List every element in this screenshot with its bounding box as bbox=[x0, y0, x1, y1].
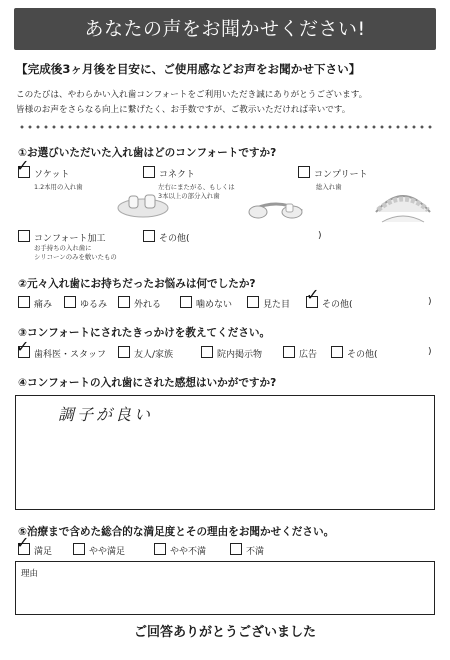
option-connect: コネクト bbox=[159, 170, 196, 180]
checkmark-satisfied: ✓ bbox=[16, 533, 30, 552]
option-cannot-chew: 噛めない bbox=[196, 300, 233, 310]
option-complete-note: 総入れ歯 bbox=[316, 183, 342, 191]
option-complete: コンプリート bbox=[314, 170, 368, 180]
handwritten-impression: 調子が良い bbox=[58, 405, 154, 424]
q3-other-close: ) bbox=[428, 347, 432, 357]
checkmark-q2-other: ✓ bbox=[306, 285, 320, 304]
option-q3-other: その他( bbox=[347, 350, 378, 360]
dotted-divider bbox=[18, 124, 432, 130]
question-5: ⑤治療まで含めた総合的な満足度とその理由をお聞かせください。 bbox=[18, 526, 335, 538]
intro-line-1: このたびは、やわらかい入れ歯コンフォートをご利用いただき誠にありがとうございます。 bbox=[16, 90, 368, 100]
option-clinic-poster: 院内掲示物 bbox=[217, 350, 263, 360]
option-dissatisfied: 不満 bbox=[246, 547, 265, 557]
checkbox-appearance[interactable] bbox=[247, 296, 259, 308]
header-banner bbox=[14, 8, 436, 50]
option-somewhat-dissatisfied: やや不満 bbox=[170, 547, 207, 557]
closing-message: ご回答ありがとうございました bbox=[133, 625, 316, 640]
option-friend-family: 友人/家族 bbox=[134, 350, 174, 360]
checkmark-dentist-staff: ✓ bbox=[16, 337, 30, 356]
option-somewhat-satisfied: やや満足 bbox=[89, 547, 126, 557]
checkbox-pain[interactable] bbox=[18, 296, 30, 308]
connect-denture-image bbox=[246, 195, 306, 223]
complete-denture-image bbox=[372, 186, 434, 228]
option-appearance: 見た目 bbox=[263, 300, 291, 310]
checkbox-somewhat-dissatisfied[interactable] bbox=[154, 543, 166, 555]
option-comfort-processing-note: お手持ちの入れ歯に シリコーンのみを敷いたもの bbox=[34, 244, 117, 261]
option-q1-other: その他( bbox=[159, 234, 190, 244]
question-1: ①お選びいただいた入れ歯はどのコンフォートですか? bbox=[18, 147, 277, 159]
q1-other-close: ) bbox=[318, 231, 322, 241]
checkbox-q3-other[interactable] bbox=[331, 346, 343, 358]
checkmark-socket: ✓ bbox=[16, 156, 30, 175]
checkbox-advertisement[interactable] bbox=[283, 346, 295, 358]
option-advertisement: 広告 bbox=[299, 350, 318, 360]
question-4: ④コンフォートの入れ歯にされた感想はいかがですか? bbox=[18, 377, 277, 389]
checkbox-comfort-processing[interactable] bbox=[18, 230, 30, 242]
reason-label: 理由 bbox=[21, 569, 39, 579]
checkbox-clinic-poster[interactable] bbox=[201, 346, 213, 358]
checkbox-somewhat-satisfied[interactable] bbox=[73, 543, 85, 555]
intro-line-2: 皆様のお声をさらなる向上に繋げたく、お手数ですが、ご教示いただければ幸いです。 bbox=[16, 105, 351, 115]
option-socket-note: 1.2本用の入れ歯 bbox=[34, 183, 83, 191]
reason-answer-box[interactable] bbox=[15, 561, 435, 615]
option-falls-out: 外れる bbox=[134, 300, 162, 310]
question-2: ②元々入れ歯にお持ちだったお悩みは何でしたか? bbox=[18, 278, 256, 290]
checkbox-cannot-chew[interactable] bbox=[180, 296, 192, 308]
option-satisfied: 満足 bbox=[34, 547, 53, 557]
checkbox-q1-other[interactable] bbox=[143, 230, 155, 242]
q2-other-close: ) bbox=[428, 297, 432, 307]
option-pain: 痛み bbox=[34, 300, 53, 310]
checkbox-dissatisfied[interactable] bbox=[230, 543, 242, 555]
question-3: ③コンフォートにされたきっかけを教えてください。 bbox=[18, 327, 271, 339]
page-title: あなたの声をお聞かせください! bbox=[84, 18, 366, 40]
option-dentist-staff: 歯科医・スタッフ bbox=[34, 350, 107, 360]
checkbox-connect[interactable] bbox=[143, 166, 155, 178]
checkbox-friend-family[interactable] bbox=[118, 346, 130, 358]
option-comfort-processing: コンフォート加工 bbox=[34, 234, 106, 244]
impression-answer-box[interactable] bbox=[15, 395, 435, 510]
subtitle: 【完成後3ヶ月後を目安に、ご使用感などお声をお聞かせ下さい】 bbox=[16, 62, 361, 76]
option-connect-note: 左右にまたがる、もしくは 3本以上の部分入れ歯 bbox=[158, 183, 235, 200]
option-socket: ソケット bbox=[34, 170, 70, 180]
option-q2-other: その他( bbox=[322, 300, 353, 310]
checkbox-loose[interactable] bbox=[64, 296, 76, 308]
checkbox-falls-out[interactable] bbox=[118, 296, 130, 308]
option-loose: ゆるみ bbox=[80, 300, 108, 310]
socket-denture-image bbox=[115, 190, 171, 220]
checkbox-complete[interactable] bbox=[298, 166, 310, 178]
